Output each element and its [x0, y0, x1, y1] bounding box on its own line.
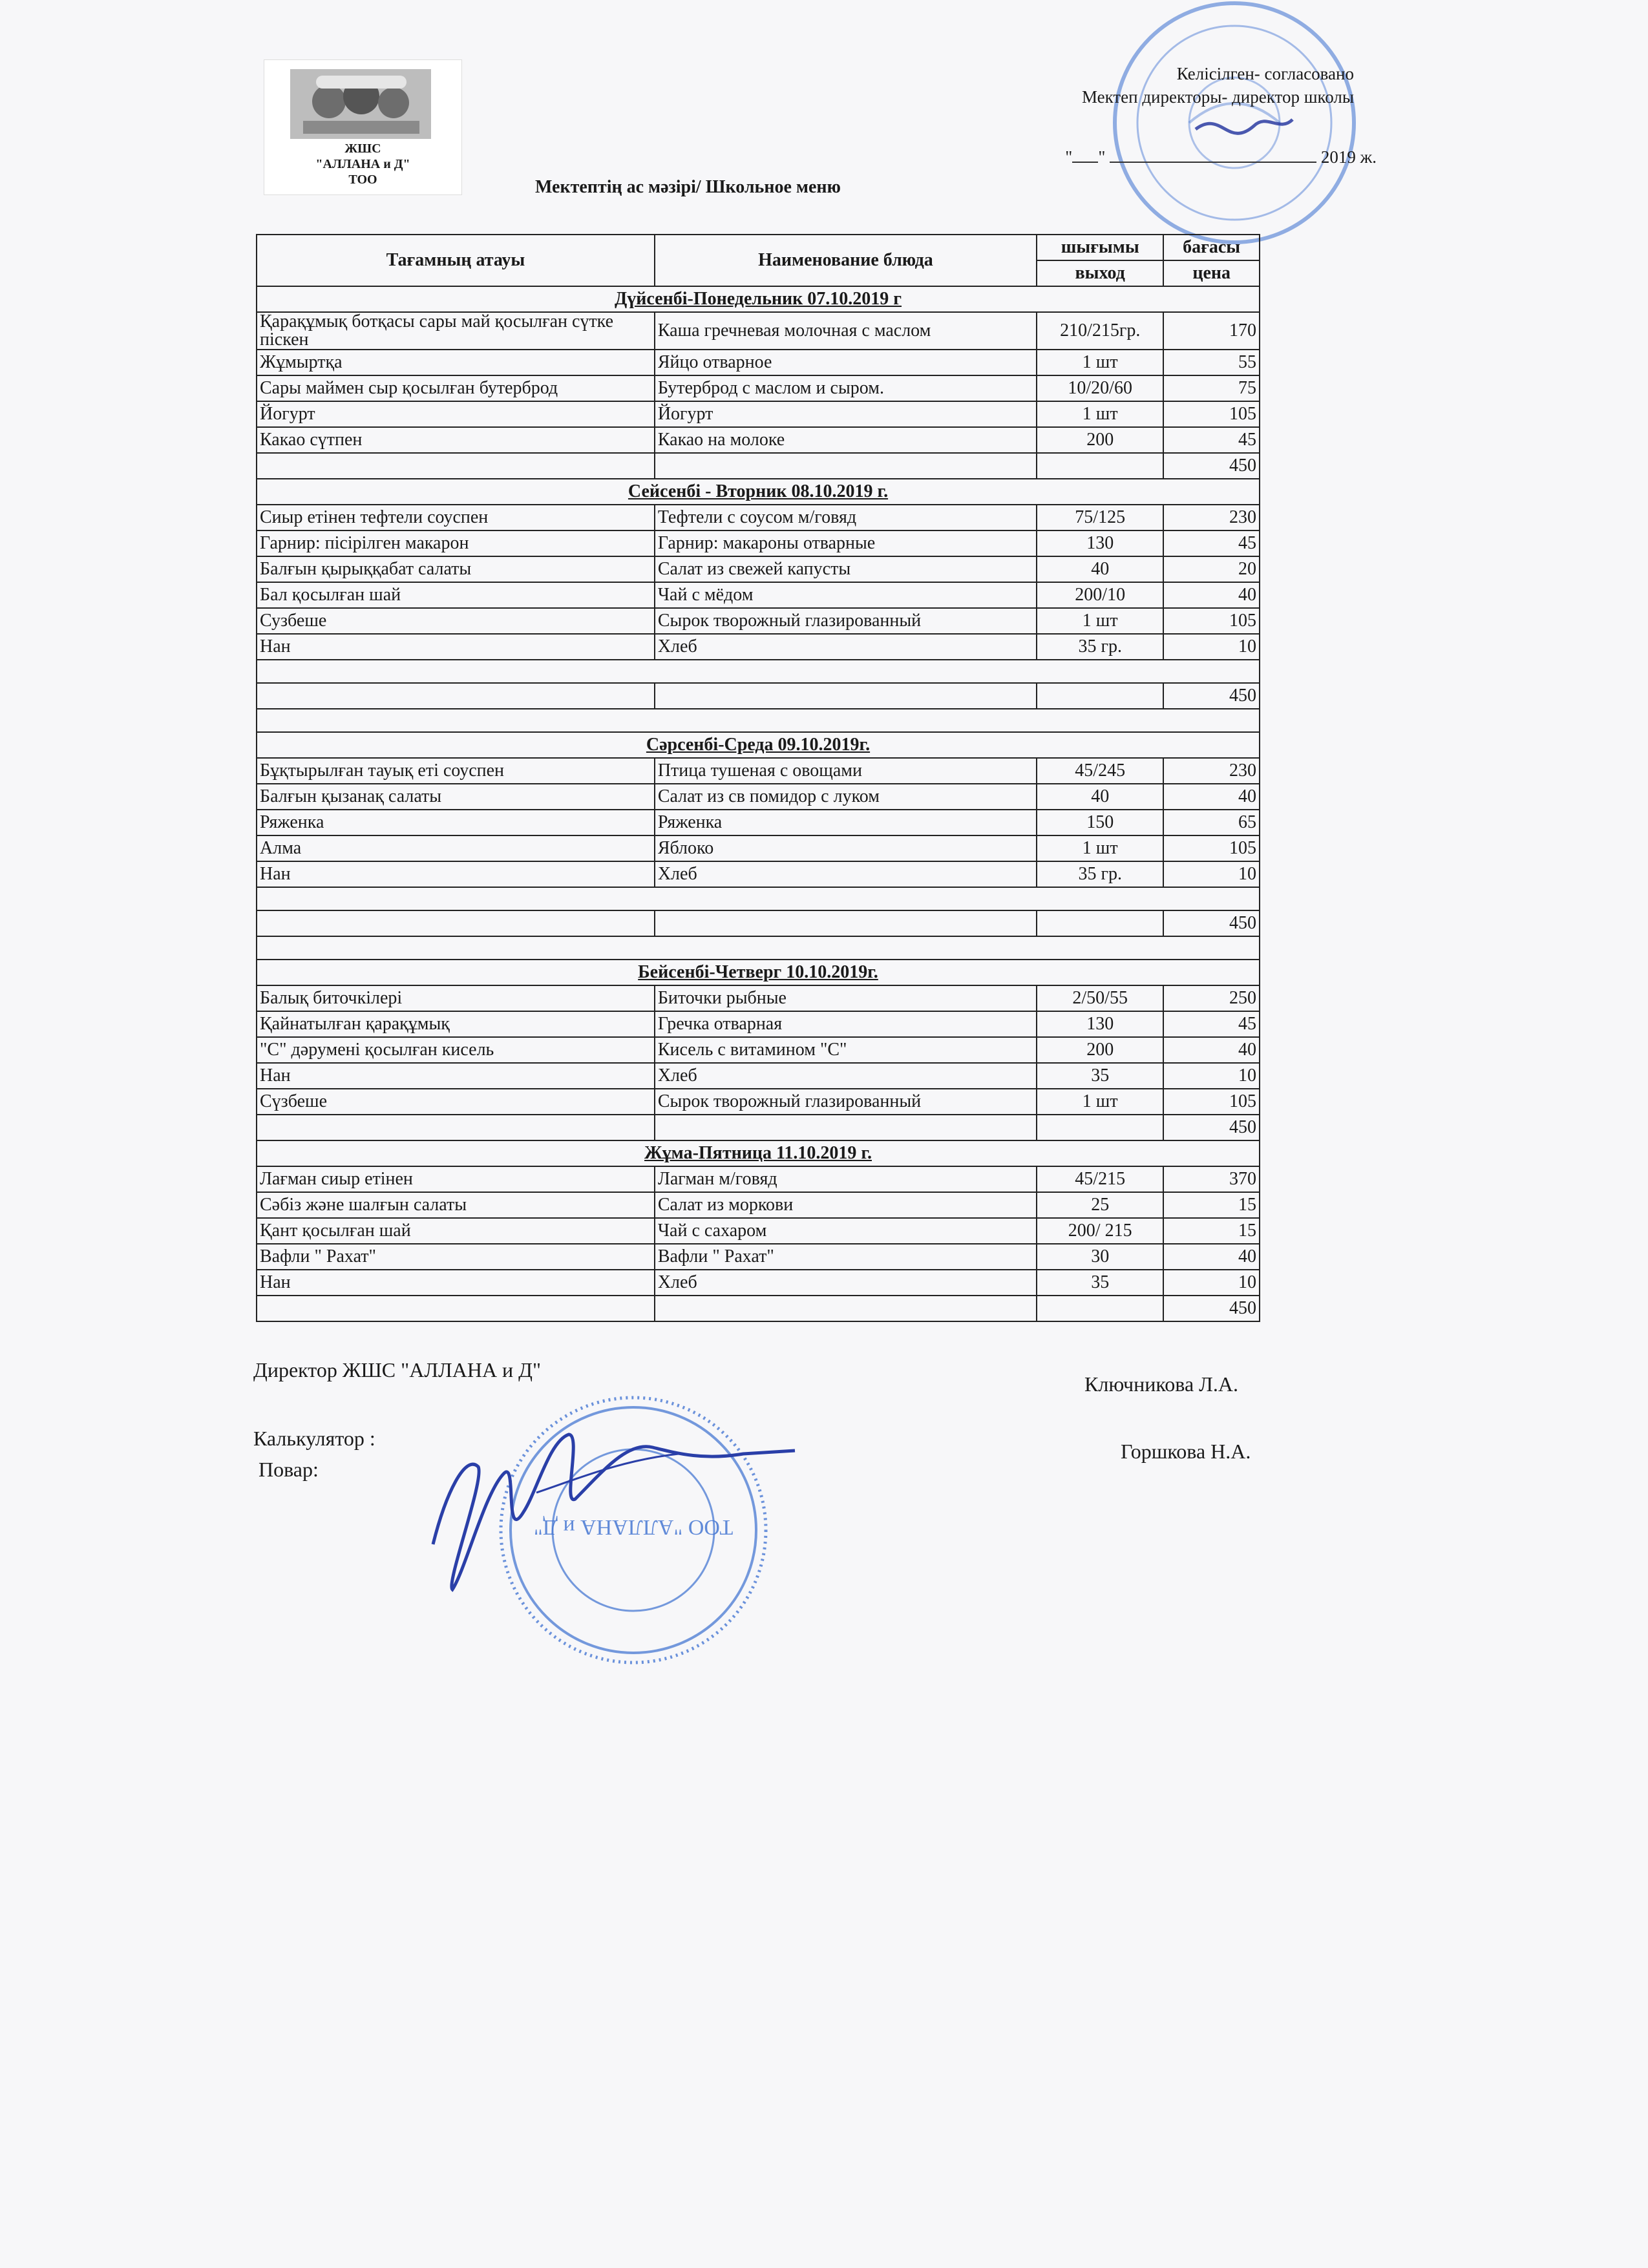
- table-row: [257, 1037, 1260, 1063]
- date-year: 2019 ж.: [1320, 147, 1377, 167]
- stamp-text: ТОО "АЛЛАНА и Д": [533, 1515, 734, 1539]
- table-row: [257, 835, 1260, 861]
- day-row: [257, 479, 1260, 505]
- header-out-ru: выход: [1037, 260, 1163, 286]
- ru-cell: Гарнир: макароны отварные: [655, 530, 1037, 556]
- logo-line-1: ЖШС: [344, 142, 381, 156]
- table-row: [257, 401, 1260, 427]
- calculator-label: Калькулятор :: [253, 1427, 375, 1450]
- qty-cell: 2/50/55: [1037, 985, 1163, 1011]
- kz-cell: Нан: [257, 634, 655, 660]
- header-price-ru: цена: [1163, 260, 1260, 286]
- total-cell: 450: [1163, 1115, 1260, 1140]
- company-logo: [264, 59, 462, 195]
- price-cell: 40: [1163, 1037, 1260, 1063]
- qty-cell: 200: [1037, 427, 1163, 453]
- day-title: Сейсенбі - Вторник 08.10.2019 г.: [257, 479, 1260, 505]
- day-title: Жұма-Пятница 11.10.2019 г.: [257, 1140, 1260, 1166]
- kz-cell: Сары маймен сыр қосылған бутерброд: [257, 375, 655, 401]
- table-row: [257, 1011, 1260, 1037]
- kz-cell: Бұқтырылған тауық еті соуспен: [257, 758, 655, 784]
- kz-cell: Нан: [257, 861, 655, 887]
- total-row: [257, 1296, 1260, 1321]
- kz-cell: Сүзбеше: [257, 1089, 655, 1115]
- table-row: [257, 530, 1260, 556]
- ru-cell: Вафли " Рахат": [655, 1244, 1037, 1270]
- total-cell: 450: [1163, 910, 1260, 936]
- price-cell: 10: [1163, 1270, 1260, 1296]
- qty-cell: 200/10: [1037, 582, 1163, 608]
- ru-cell: Кисель с витамином "С": [655, 1037, 1037, 1063]
- ru-cell: Хлеб: [655, 861, 1037, 887]
- table-row: [257, 427, 1260, 453]
- calculator-name: Горшкова Н.А.: [1121, 1440, 1251, 1463]
- approval-line-2: Мектеп директоры- директор школы: [1081, 87, 1354, 107]
- qty-cell: 40: [1037, 556, 1163, 582]
- day-title: Сәрсенбі-Среда 09.10.2019г.: [257, 732, 1260, 758]
- qty-cell: 45/245: [1037, 758, 1163, 784]
- table-row: [257, 784, 1260, 810]
- kz-cell: Балық биточкілері: [257, 985, 655, 1011]
- price-cell: 10: [1163, 634, 1260, 660]
- header-ru-name: Наименование блюда: [655, 235, 1037, 286]
- table-row: [257, 312, 1260, 350]
- price-cell: 15: [1163, 1218, 1260, 1244]
- date-quote-open: ": [1065, 147, 1073, 167]
- qty-cell: 1 шт: [1037, 401, 1163, 427]
- price-cell: 15: [1163, 1192, 1260, 1218]
- kz-cell: Қарақұмық ботқасы сары май қосылған сүтке піскен: [257, 312, 655, 350]
- ru-cell: Тефтели с соусом м/говяд: [655, 505, 1037, 530]
- price-cell: 370: [1163, 1166, 1260, 1192]
- header-out-kz: шығымы: [1037, 235, 1163, 260]
- page-title: Мектептің ас мәзірі/ Школьное меню: [535, 177, 841, 197]
- day-row: [257, 732, 1260, 758]
- table-row: [257, 1166, 1260, 1192]
- qty-cell: 1 шт: [1037, 835, 1163, 861]
- ru-cell: Салат из св помидор с луком: [655, 784, 1037, 810]
- price-cell: 105: [1163, 835, 1260, 861]
- kz-cell: Сузбеше: [257, 608, 655, 634]
- kz-cell: Алма: [257, 835, 655, 861]
- ru-cell: Салат из моркови: [655, 1192, 1037, 1218]
- table-row: [257, 985, 1260, 1011]
- price-cell: 230: [1163, 758, 1260, 784]
- table-row: [257, 1244, 1260, 1270]
- approval-date: [1065, 147, 1377, 167]
- qty-cell: 10/20/60: [1037, 375, 1163, 401]
- table-row: [257, 608, 1260, 634]
- qty-cell: 45/215: [1037, 1166, 1163, 1192]
- blank-row: [257, 709, 1260, 732]
- kz-cell: "С" дәрумені қосылған кисель: [257, 1037, 655, 1063]
- price-cell: 65: [1163, 810, 1260, 835]
- total-row: [257, 453, 1260, 479]
- day-row: [257, 960, 1260, 985]
- table-row: [257, 375, 1260, 401]
- kz-cell: Қайнатылған қарақұмық: [257, 1011, 655, 1037]
- price-cell: 40: [1163, 582, 1260, 608]
- qty-cell: 200/ 215: [1037, 1218, 1163, 1244]
- director-name: Ключникова Л.А.: [1084, 1372, 1238, 1396]
- total-cell: 450: [1163, 453, 1260, 479]
- approval-line-1: Келісілген- согласовано: [1176, 64, 1354, 83]
- chefs-logo-image: [290, 69, 431, 139]
- director-label: Директор ЖШС "АЛЛАНА и Д": [253, 1358, 542, 1381]
- price-cell: 55: [1163, 350, 1260, 375]
- price-cell: 40: [1163, 1244, 1260, 1270]
- qty-cell: 150: [1037, 810, 1163, 835]
- price-cell: 230: [1163, 505, 1260, 530]
- total-row: [257, 910, 1260, 936]
- kz-cell: Балғын қызанақ салаты: [257, 784, 655, 810]
- qty-cell: 130: [1037, 530, 1163, 556]
- header-kz-name: Тағамның атауы: [257, 235, 655, 286]
- menu-table: [256, 234, 1260, 1322]
- blank-row: [257, 660, 1260, 683]
- qty-cell: 130: [1037, 1011, 1163, 1037]
- price-cell: 45: [1163, 427, 1260, 453]
- table-row: [257, 634, 1260, 660]
- ru-cell: Хлеб: [655, 1270, 1037, 1296]
- header-row-1: [257, 235, 1260, 260]
- price-cell: 75: [1163, 375, 1260, 401]
- ru-cell: Гречка отварная: [655, 1011, 1037, 1037]
- total-cell: 450: [1163, 1296, 1260, 1321]
- date-quote-close: ": [1098, 147, 1106, 167]
- qty-cell: 1 шт: [1037, 608, 1163, 634]
- qty-cell: 40: [1037, 784, 1163, 810]
- ru-cell: Салат из свежей капусты: [655, 556, 1037, 582]
- table-row: [257, 1192, 1260, 1218]
- qty-cell: 25: [1037, 1192, 1163, 1218]
- price-cell: 170: [1163, 312, 1260, 350]
- table-row: [257, 505, 1260, 530]
- header-price-kz: бағасы: [1163, 235, 1260, 260]
- ru-cell: Лагман м/говяд: [655, 1166, 1037, 1192]
- ru-cell: Сырок творожный глазированный: [655, 608, 1037, 634]
- kz-cell: Жұмыртқа: [257, 350, 655, 375]
- ru-cell: Птица тушеная с овощами: [655, 758, 1037, 784]
- day-row: [257, 1140, 1260, 1166]
- table-row: [257, 582, 1260, 608]
- price-cell: 20: [1163, 556, 1260, 582]
- price-cell: 105: [1163, 1089, 1260, 1115]
- ru-cell: Биточки рыбные: [655, 985, 1037, 1011]
- ru-cell: Ряженка: [655, 810, 1037, 835]
- blank-row: [257, 936, 1260, 960]
- blank-row: [257, 887, 1260, 910]
- date-month-blank: [1110, 147, 1316, 163]
- ru-cell: Чай с сахаром: [655, 1218, 1037, 1244]
- table-row: [257, 350, 1260, 375]
- price-cell: 105: [1163, 401, 1260, 427]
- ru-cell: Каша гречневая молочная с маслом: [655, 312, 1037, 350]
- table-row: [257, 1089, 1260, 1115]
- table-row: [257, 556, 1260, 582]
- total-cell: 450: [1163, 683, 1260, 709]
- ru-cell: Хлеб: [655, 634, 1037, 660]
- price-cell: 40: [1163, 784, 1260, 810]
- total-row: [257, 1115, 1260, 1140]
- kz-cell: Лағман сиыр етінен: [257, 1166, 655, 1192]
- ru-cell: Чай с мёдом: [655, 582, 1037, 608]
- table-row: [257, 1270, 1260, 1296]
- table-row: [257, 861, 1260, 887]
- qty-cell: 35 гр.: [1037, 634, 1163, 660]
- kz-cell: Бал қосылған шай: [257, 582, 655, 608]
- kz-cell: Сәбіз және шалғын салаты: [257, 1192, 655, 1218]
- price-cell: 10: [1163, 1063, 1260, 1089]
- kz-cell: Вафли " Рахат": [257, 1244, 655, 1270]
- ru-cell: Хлеб: [655, 1063, 1037, 1089]
- ru-cell: Бутерброд с маслом и сыром.: [655, 375, 1037, 401]
- logo-line-3: ТОО: [348, 173, 377, 187]
- qty-cell: 30: [1037, 1244, 1163, 1270]
- kz-cell: Гарнир: пісірілген макарон: [257, 530, 655, 556]
- table-row: [257, 1063, 1260, 1089]
- signature: [407, 1415, 808, 1596]
- kz-cell: Нан: [257, 1063, 655, 1089]
- kz-cell: Нан: [257, 1270, 655, 1296]
- kz-cell: Қант қосылған шай: [257, 1218, 655, 1244]
- price-cell: 45: [1163, 1011, 1260, 1037]
- date-day-blank: [1072, 147, 1098, 163]
- qty-cell: 35: [1037, 1063, 1163, 1089]
- ru-cell: Йогурт: [655, 401, 1037, 427]
- day-title: Бейсенбі-Четверг 10.10.2019г.: [257, 960, 1260, 985]
- ru-cell: Какао на молоке: [655, 427, 1037, 453]
- day-title: Дүйсенбі-Понедельник 07.10.2019 г: [257, 286, 1260, 312]
- day-row: [257, 286, 1260, 312]
- table-row: [257, 810, 1260, 835]
- cook-label: Повар:: [259, 1458, 319, 1481]
- total-row: [257, 683, 1260, 709]
- ru-cell: Яблоко: [655, 835, 1037, 861]
- price-cell: 250: [1163, 985, 1260, 1011]
- qty-cell: 35: [1037, 1270, 1163, 1296]
- price-cell: 105: [1163, 608, 1260, 634]
- qty-cell: 200: [1037, 1037, 1163, 1063]
- qty-cell: 75/125: [1037, 505, 1163, 530]
- approval-block: [902, 62, 1354, 109]
- price-cell: 10: [1163, 861, 1260, 887]
- ru-cell: Сырок творожный глазированный: [655, 1089, 1037, 1115]
- kz-cell: Ряженка: [257, 810, 655, 835]
- kz-cell: Какао сүтпен: [257, 427, 655, 453]
- menu-body: [257, 286, 1260, 1321]
- kz-cell: Йогурт: [257, 401, 655, 427]
- kz-cell: Балғын қырыққабат салаты: [257, 556, 655, 582]
- kz-cell: Сиыр етінен тефтели соуспен: [257, 505, 655, 530]
- ru-cell: Яйцо отварное: [655, 350, 1037, 375]
- qty-cell: 1 шт: [1037, 350, 1163, 375]
- qty-cell: 35 гр.: [1037, 861, 1163, 887]
- qty-cell: 210/215гр.: [1037, 312, 1163, 350]
- logo-line-2: "АЛЛАНА и Д": [315, 157, 410, 171]
- approval-stamp: [1073, 0, 1396, 271]
- qty-cell: 1 шт: [1037, 1089, 1163, 1115]
- table-row: [257, 758, 1260, 784]
- price-cell: 45: [1163, 530, 1260, 556]
- table-row: [257, 1218, 1260, 1244]
